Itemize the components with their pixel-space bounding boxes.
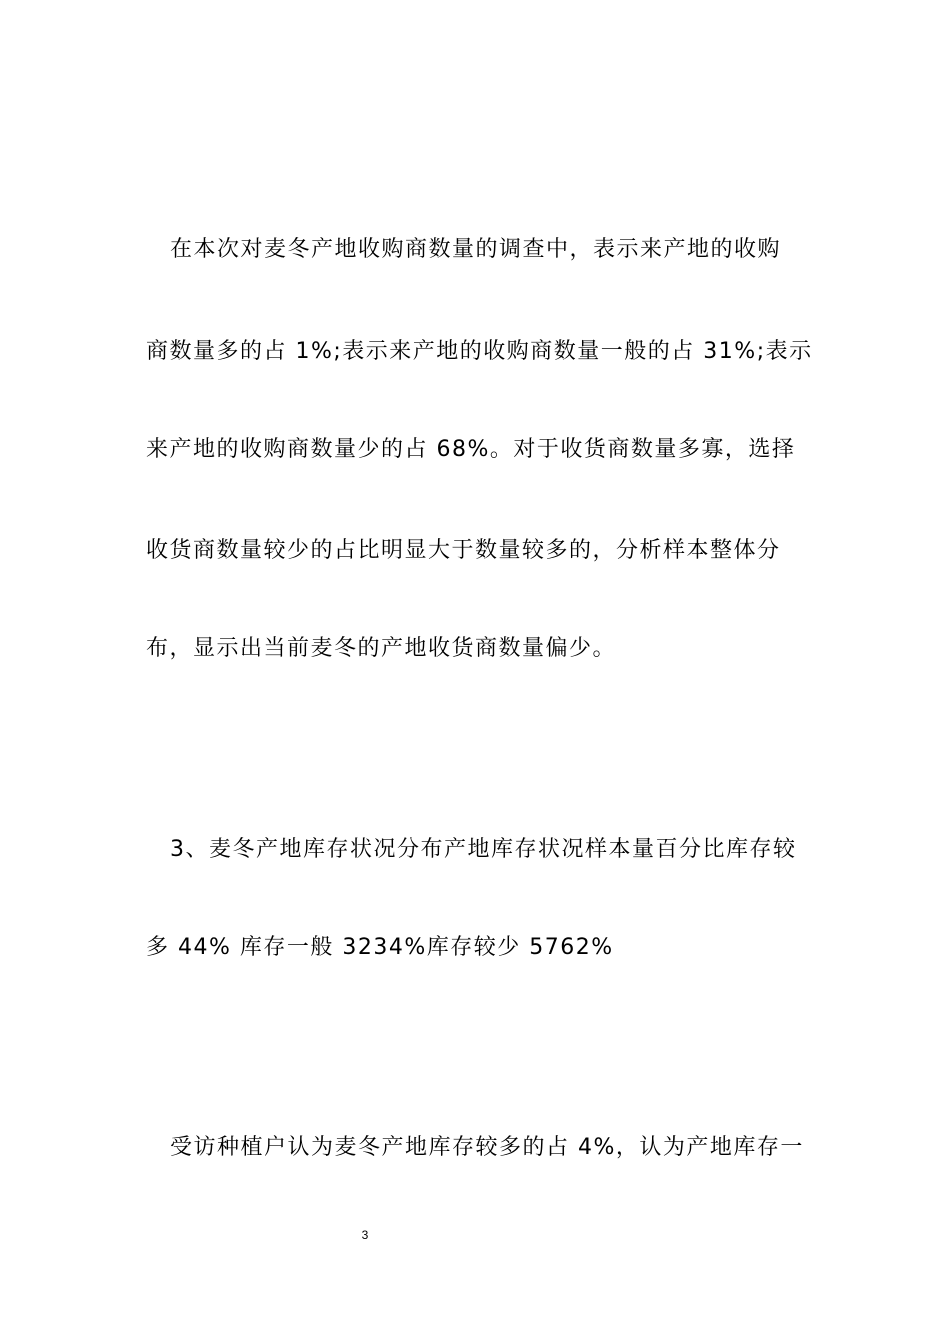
page-number: 3 [361,1228,369,1242]
paragraph-1-line-4: 收货商数量较少的占比明显大于数量较多的，分析样本整体分 [146,538,781,563]
paragraph-1-line-3: 来产地的收购商数量少的占 68%。对于收货商数量多寡，选择 [146,437,796,462]
paragraph-1-line-2: 商数量多的占 1%;表示来产地的收购商数量一般的占 31%;表示 [146,339,813,364]
paragraph-2-line-1: 3、麦冬产地库存状况分布产地库存状况样本量百分比库存较 [170,837,797,862]
paragraph-3-line-1: 受访种植户认为麦冬产地库存较多的占 4%，认为产地库存一 [170,1135,804,1160]
paragraph-1-line-5: 布，显示出当前麦冬的产地收货商数量偏少。 [146,636,617,661]
paragraph-1-line-1: 在本次对麦冬产地收购商数量的调查中，表示来产地的收购 [170,237,782,262]
paragraph-2-line-2: 多 44% 库存一般 3234%库存较少 5762% [146,935,614,960]
